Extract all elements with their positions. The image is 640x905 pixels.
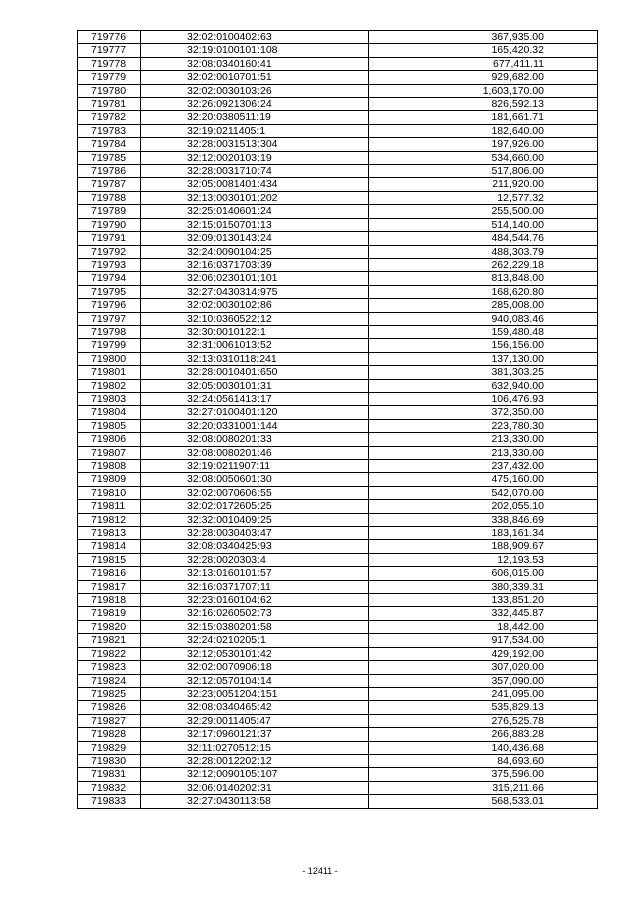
row-id-cell: 719782 [78, 111, 141, 124]
amount-cell: 106,476.93 [369, 392, 598, 405]
row-id-cell: 719791 [78, 232, 141, 245]
table-row [78, 57, 598, 70]
amount-cell: 917,534.00 [369, 634, 598, 647]
row-id-cell: 719831 [78, 768, 141, 781]
row-id-cell: 719808 [78, 460, 141, 473]
cadastral-number-cell: 32:28:0031710:74 [141, 165, 369, 178]
table-row [78, 312, 598, 325]
row-id-cell: 719825 [78, 687, 141, 700]
cadastral-number-cell: 32:16:0371707:11 [141, 580, 369, 593]
row-id-cell: 719783 [78, 124, 141, 137]
row-id-cell: 719819 [78, 607, 141, 620]
row-id-cell: 719794 [78, 272, 141, 285]
table-row [78, 687, 598, 700]
table-row [78, 768, 598, 781]
row-id-cell: 719797 [78, 312, 141, 325]
table-row [78, 553, 598, 566]
table-row [78, 781, 598, 794]
amount-cell: 429,192.00 [369, 647, 598, 660]
cadastral-number-cell: 32:16:0371703:39 [141, 258, 369, 271]
row-id-cell: 719789 [78, 205, 141, 218]
table-row [78, 634, 598, 647]
table-row [78, 513, 598, 526]
table-row [78, 728, 598, 741]
amount-cell: 484,544.76 [369, 232, 598, 245]
row-id-cell: 719795 [78, 285, 141, 298]
cadastral-number-cell: 32:13:0310118:241 [141, 352, 369, 365]
amount-cell: 677,411.11 [369, 57, 598, 70]
cadastral-number-cell: 32:25:0140601:24 [141, 205, 369, 218]
amount-cell: 181,661.71 [369, 111, 598, 124]
cadastral-number-cell: 32:12:0570104:14 [141, 674, 369, 687]
cadastral-number-cell: 32:15:0380201:58 [141, 620, 369, 633]
table-row [78, 446, 598, 459]
row-id-cell: 719788 [78, 191, 141, 204]
table-row [78, 486, 598, 499]
amount-cell: 380,339.31 [369, 580, 598, 593]
cadastral-number-cell: 32:19:0211907:11 [141, 460, 369, 473]
amount-cell: 213,330.00 [369, 433, 598, 446]
row-id-cell: 719786 [78, 165, 141, 178]
amount-cell: 606,015.00 [369, 567, 598, 580]
cadastral-number-cell: 32:23:0160104:62 [141, 594, 369, 607]
cadastral-number-cell: 32:05:0030101:31 [141, 379, 369, 392]
table-row [78, 352, 598, 365]
amount-cell: 262,229.18 [369, 258, 598, 271]
row-id-cell: 719813 [78, 527, 141, 540]
table-row [78, 44, 598, 57]
table-row [78, 272, 598, 285]
table-row [78, 205, 598, 218]
cadastral-number-cell: 32:12:0090105:107 [141, 768, 369, 781]
amount-cell: 137,130.00 [369, 352, 598, 365]
amount-cell: 188,909.67 [369, 540, 598, 553]
cadastral-number-cell: 32:02:0100402:63 [141, 31, 369, 44]
table-row [78, 285, 598, 298]
row-id-cell: 719832 [78, 781, 141, 794]
row-id-cell: 719818 [78, 594, 141, 607]
row-id-cell: 719821 [78, 634, 141, 647]
table-row [78, 98, 598, 111]
amount-cell: 213,330.00 [369, 446, 598, 459]
amount-cell: 367,935.00 [369, 31, 598, 44]
table-row [78, 178, 598, 191]
row-id-cell: 719810 [78, 486, 141, 499]
amount-cell: 241,095.00 [369, 687, 598, 700]
amount-cell: 332,445.87 [369, 607, 598, 620]
data-table [77, 30, 598, 809]
table-row [78, 580, 598, 593]
table-row [78, 433, 598, 446]
cadastral-number-cell: 32:26:0921306:24 [141, 98, 369, 111]
table-row [78, 379, 598, 392]
table-body [78, 31, 598, 809]
cadastral-number-cell: 32:27:0430314:975 [141, 285, 369, 298]
row-id-cell: 719792 [78, 245, 141, 258]
cadastral-number-cell: 32:06:0140202:31 [141, 781, 369, 794]
amount-cell: 826,592.13 [369, 98, 598, 111]
amount-cell: 315,211.66 [369, 781, 598, 794]
cadastral-number-cell: 32:28:0030403:47 [141, 527, 369, 540]
row-id-cell: 719823 [78, 661, 141, 674]
table-row [78, 71, 598, 84]
row-id-cell: 719827 [78, 714, 141, 727]
amount-cell: 168,620.80 [369, 285, 598, 298]
amount-cell: 307,020.00 [369, 661, 598, 674]
cadastral-number-cell: 32:10:0360522:12 [141, 312, 369, 325]
row-id-cell: 719780 [78, 84, 141, 97]
table-row [78, 540, 598, 553]
cadastral-number-cell: 32:02:0070606:55 [141, 486, 369, 499]
row-id-cell: 719804 [78, 406, 141, 419]
table-row [78, 607, 598, 620]
cadastral-number-cell: 32:24:0210205:1 [141, 634, 369, 647]
table-row [78, 567, 598, 580]
amount-cell: 357,090.00 [369, 674, 598, 687]
table-row [78, 594, 598, 607]
amount-cell: 488,303.79 [369, 245, 598, 258]
amount-cell: 929,682.00 [369, 71, 598, 84]
table-row [78, 674, 598, 687]
table-row [78, 460, 598, 473]
cadastral-number-cell: 32:08:0340425:93 [141, 540, 369, 553]
row-id-cell: 719778 [78, 57, 141, 70]
row-id-cell: 719806 [78, 433, 141, 446]
amount-cell: 813,848.00 [369, 272, 598, 285]
amount-cell: 568,533.01 [369, 795, 598, 808]
page-number: - 12411 - [302, 866, 338, 876]
cadastral-number-cell: 32:31:0061013:52 [141, 339, 369, 352]
table-row [78, 647, 598, 660]
cadastral-number-cell: 32:08:0340160:41 [141, 57, 369, 70]
table-row [78, 111, 598, 124]
cadastral-number-cell: 32:08:0340465:42 [141, 701, 369, 714]
table-row [78, 218, 598, 231]
row-id-cell: 719814 [78, 540, 141, 553]
row-id-cell: 719817 [78, 580, 141, 593]
amount-cell: 182,640.00 [369, 124, 598, 137]
cadastral-number-cell: 32:28:0020303:4 [141, 553, 369, 566]
row-id-cell: 719809 [78, 473, 141, 486]
table-row [78, 138, 598, 151]
table-row [78, 741, 598, 754]
amount-cell: 84,693.60 [369, 754, 598, 767]
table-row [78, 419, 598, 432]
amount-cell: 156,156.00 [369, 339, 598, 352]
amount-cell: 542,070.00 [369, 486, 598, 499]
table-row [78, 31, 598, 44]
cadastral-number-cell: 32:08:0050601:30 [141, 473, 369, 486]
row-id-cell: 719826 [78, 701, 141, 714]
amount-cell: 475,160.00 [369, 473, 598, 486]
cadastral-number-cell: 32:32:0010409:25 [141, 513, 369, 526]
row-id-cell: 719796 [78, 299, 141, 312]
amount-cell: 534,660.00 [369, 151, 598, 164]
row-id-cell: 719777 [78, 44, 141, 57]
amount-cell: 12,193.53 [369, 553, 598, 566]
cadastral-number-cell: 32:02:0172605:25 [141, 500, 369, 513]
cadastral-number-cell: 32:13:0030101:202 [141, 191, 369, 204]
row-id-cell: 719779 [78, 71, 141, 84]
amount-cell: 211,920.00 [369, 178, 598, 191]
table-row [78, 325, 598, 338]
amount-cell: 285,008.00 [369, 299, 598, 312]
amount-cell: 165,420.32 [369, 44, 598, 57]
row-id-cell: 719833 [78, 795, 141, 808]
cadastral-number-cell: 32:20:0331001:144 [141, 419, 369, 432]
cadastral-number-cell: 32:19:0211405:1 [141, 124, 369, 137]
row-id-cell: 719824 [78, 674, 141, 687]
amount-cell: 133,851.20 [369, 594, 598, 607]
table-row [78, 84, 598, 97]
cadastral-number-cell: 32:05:0081401:434 [141, 178, 369, 191]
amount-cell: 1,603,170.00 [369, 84, 598, 97]
cadastral-number-cell: 32:30:0010122:1 [141, 325, 369, 338]
row-id-cell: 719822 [78, 647, 141, 660]
row-id-cell: 719800 [78, 352, 141, 365]
cadastral-number-cell: 32:09:0130143:24 [141, 232, 369, 245]
cadastral-number-cell: 32:02:0030102:86 [141, 299, 369, 312]
cadastral-number-cell: 32:02:0070906:18 [141, 661, 369, 674]
cadastral-number-cell: 32:29:0011405:47 [141, 714, 369, 727]
cadastral-number-cell: 32:23:0051204:151 [141, 687, 369, 700]
table-row [78, 500, 598, 513]
row-id-cell: 719798 [78, 325, 141, 338]
amount-cell: 372,350.00 [369, 406, 598, 419]
row-id-cell: 719785 [78, 151, 141, 164]
amount-cell: 338,846.69 [369, 513, 598, 526]
amount-cell: 266,883.28 [369, 728, 598, 741]
row-id-cell: 719799 [78, 339, 141, 352]
table-row [78, 232, 598, 245]
cadastral-number-cell: 32:19:0100101:108 [141, 44, 369, 57]
table-row [78, 714, 598, 727]
cadastral-number-cell: 32:13:0160101:57 [141, 567, 369, 580]
row-id-cell: 719815 [78, 553, 141, 566]
amount-cell: 202,055.10 [369, 500, 598, 513]
amount-cell: 159,480.48 [369, 325, 598, 338]
row-id-cell: 719828 [78, 728, 141, 741]
row-id-cell: 719802 [78, 379, 141, 392]
cadastral-number-cell: 32:28:0010401:650 [141, 366, 369, 379]
row-id-cell: 719830 [78, 754, 141, 767]
table-row [78, 191, 598, 204]
cadastral-number-cell: 32:08:0080201:46 [141, 446, 369, 459]
amount-cell: 375,596.00 [369, 768, 598, 781]
row-id-cell: 719811 [78, 500, 141, 513]
amount-cell: 255,500.00 [369, 205, 598, 218]
table-row [78, 406, 598, 419]
amount-cell: 940,083.46 [369, 312, 598, 325]
cadastral-number-cell: 32:24:0090104:25 [141, 245, 369, 258]
table-row [78, 124, 598, 137]
row-id-cell: 719787 [78, 178, 141, 191]
table-row [78, 392, 598, 405]
table-row [78, 165, 598, 178]
cadastral-number-cell: 32:15:0150701:13 [141, 218, 369, 231]
row-id-cell: 719820 [78, 620, 141, 633]
cadastral-number-cell: 32:12:0020103:19 [141, 151, 369, 164]
cadastral-number-cell: 32:24:0561413:17 [141, 392, 369, 405]
cadastral-number-cell: 32:02:0010701:51 [141, 71, 369, 84]
cadastral-number-cell: 32:17:0960121:37 [141, 728, 369, 741]
table-row [78, 258, 598, 271]
table-row [78, 151, 598, 164]
row-id-cell: 719790 [78, 218, 141, 231]
amount-cell: 517,806.00 [369, 165, 598, 178]
row-id-cell: 719829 [78, 741, 141, 754]
table-row [78, 299, 598, 312]
table-row [78, 366, 598, 379]
row-id-cell: 719816 [78, 567, 141, 580]
row-id-cell: 719781 [78, 98, 141, 111]
amount-cell: 18,442.00 [369, 620, 598, 633]
table-row [78, 473, 598, 486]
table-row [78, 661, 598, 674]
amount-cell: 12,577.32 [369, 191, 598, 204]
cadastral-number-cell: 32:28:0031513:304 [141, 138, 369, 151]
cadastral-number-cell: 32:28:0012202:12 [141, 754, 369, 767]
row-id-cell: 719807 [78, 446, 141, 459]
cadastral-number-cell: 32:12:0530101:42 [141, 647, 369, 660]
cadastral-number-cell: 32:27:0100401:120 [141, 406, 369, 419]
amount-cell: 237,432.00 [369, 460, 598, 473]
table-row [78, 754, 598, 767]
amount-cell: 514,140.00 [369, 218, 598, 231]
amount-cell: 183,161.34 [369, 527, 598, 540]
cadastral-number-cell: 32:08:0080201:33 [141, 433, 369, 446]
cadastral-number-cell: 32:20:0380511:19 [141, 111, 369, 124]
cadastral-number-cell: 32:11:0270512:15 [141, 741, 369, 754]
cadastral-number-cell: 32:06:0230101:101 [141, 272, 369, 285]
table-row [78, 795, 598, 808]
amount-cell: 223,780.30 [369, 419, 598, 432]
row-id-cell: 719805 [78, 419, 141, 432]
table-row [78, 527, 598, 540]
table-row [78, 245, 598, 258]
table-row [78, 701, 598, 714]
amount-cell: 197,926.00 [369, 138, 598, 151]
amount-cell: 632,940.00 [369, 379, 598, 392]
amount-cell: 535,829.13 [369, 701, 598, 714]
amount-cell: 381,303.25 [369, 366, 598, 379]
table-row [78, 620, 598, 633]
row-id-cell: 719803 [78, 392, 141, 405]
cadastral-number-cell: 32:16:0260502:73 [141, 607, 369, 620]
table-row [78, 339, 598, 352]
row-id-cell: 719793 [78, 258, 141, 271]
amount-cell: 276,525.78 [369, 714, 598, 727]
row-id-cell: 719784 [78, 138, 141, 151]
row-id-cell: 719812 [78, 513, 141, 526]
row-id-cell: 719776 [78, 31, 141, 44]
amount-cell: 140,436.68 [369, 741, 598, 754]
cadastral-number-cell: 32:02:0030103:26 [141, 84, 369, 97]
cadastral-number-cell: 32:27:0430113:58 [141, 795, 369, 808]
row-id-cell: 719801 [78, 366, 141, 379]
